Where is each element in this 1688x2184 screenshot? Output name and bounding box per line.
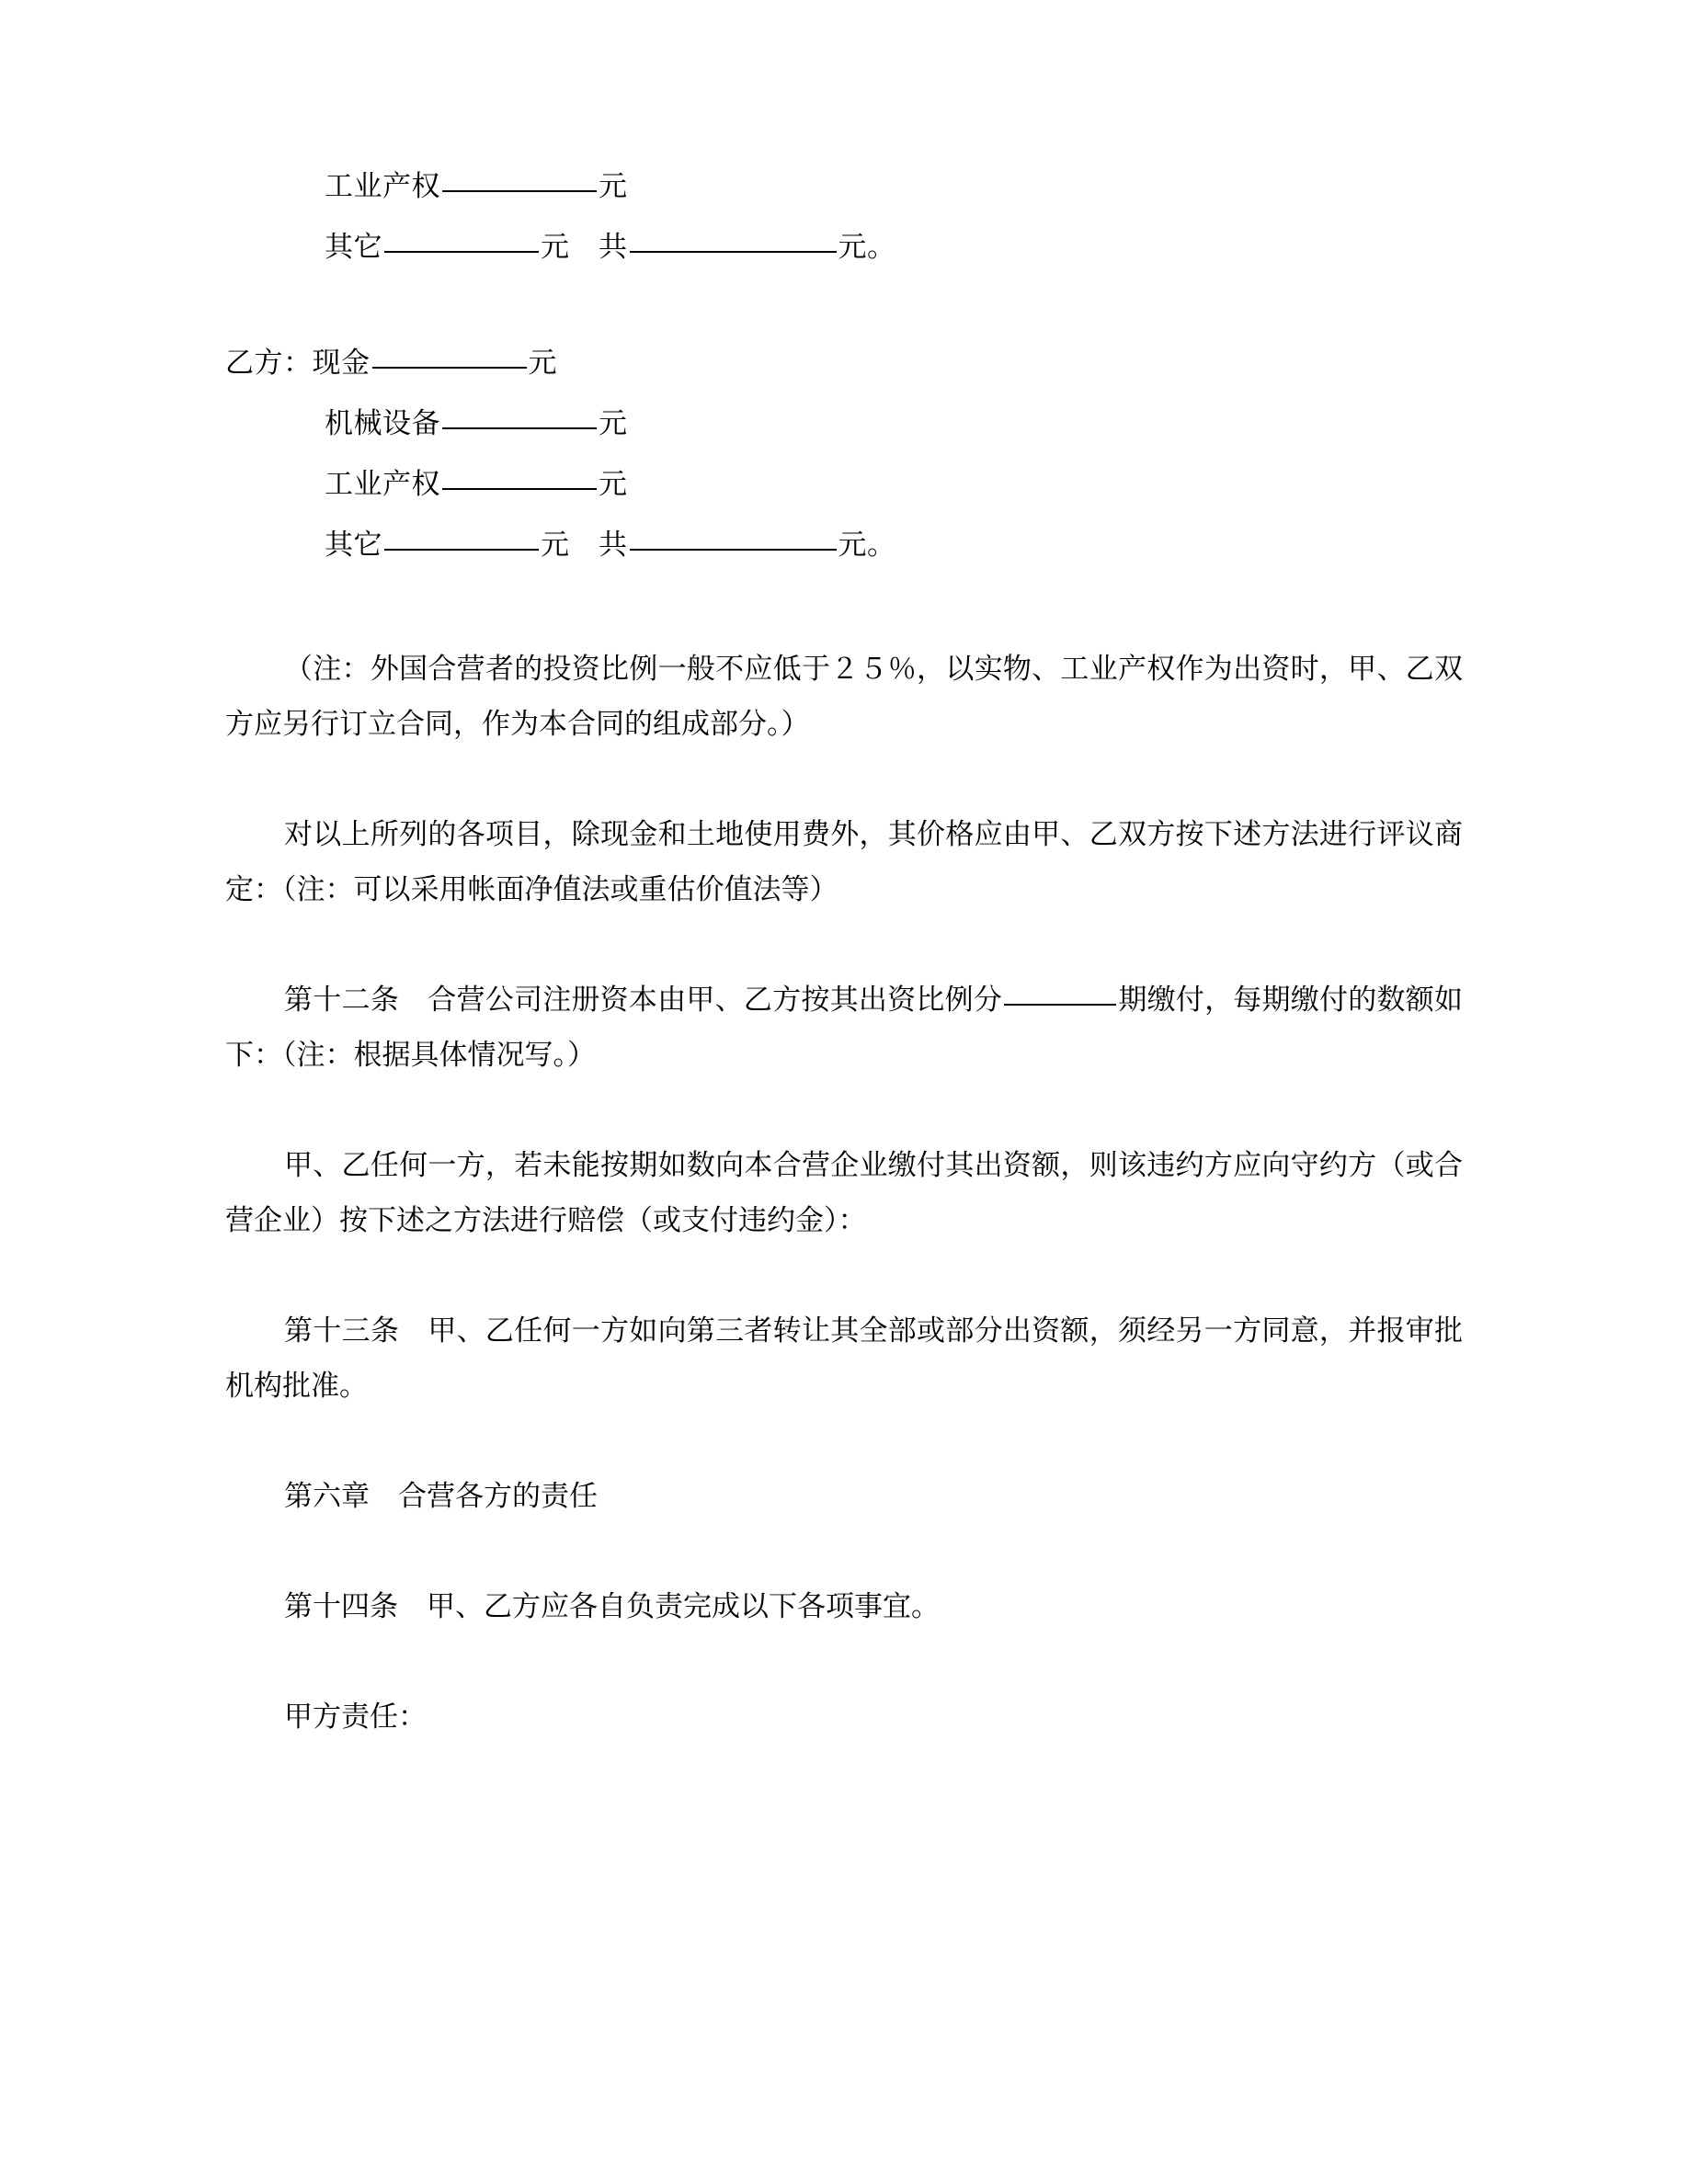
unit-yuan-end-b: 元。 — [838, 529, 896, 562]
spacer — [225, 1083, 1463, 1138]
line-other-a — [225, 217, 1463, 278]
line-other-b — [225, 515, 1463, 575]
unit-yuan-total-b: 元 共 — [541, 529, 628, 562]
paragraph-note-foreign-investor: （注：外国合营者的投资比例一般不应低于２５％，以实物、工业产权作为出资时，甲、乙双方应另行订立合同，作为本合同的组成部分。） — [225, 653, 1463, 741]
spacer — [225, 575, 1463, 642]
fill-blank[interactable] — [442, 427, 597, 429]
paragraph-default-compensation: 甲、乙任何一方，若未能按期如数向本合营企业缴付其出资额，则该违约方应向守约方（或合营企业）按下述之方法进行赔偿（或支付违约金）： — [225, 1149, 1463, 1237]
label-other-a: 其它 — [325, 231, 382, 264]
unit-yuan: 元 — [599, 170, 628, 203]
fill-blank[interactable] — [1004, 1004, 1116, 1006]
spacer — [225, 752, 1463, 807]
fill-blank[interactable] — [442, 488, 597, 490]
label-party-b-cash: 乙方：现金 — [225, 347, 371, 380]
spacer — [225, 1634, 1463, 1689]
paragraph-article-13: 第十三条 甲、乙任何一方如向第三者转让其全部或部分出资额，须经另一方同意，并报审批机构批准。 — [225, 1314, 1463, 1403]
paragraph-article-14: 第十四条 甲、乙方应各自负责完成以下各项事宜。 — [284, 1590, 940, 1623]
document-body — [225, 156, 1463, 1745]
fill-blank[interactable] — [630, 251, 837, 253]
unit-yuan-total-a: 元 共 — [541, 231, 628, 264]
label-industrial-property-a: 工业产权 — [325, 170, 440, 203]
heading-party-a-responsibility: 甲方责任： — [284, 1701, 427, 1734]
spacer — [225, 1414, 1463, 1469]
unit-yuan: 元 — [599, 468, 628, 501]
unit-yuan: 元 — [599, 407, 628, 440]
line-machinery-b — [225, 393, 1463, 454]
paragraph-valuation-method: 对以上所列的各项目，除现金和土地使用费外，其价格应由甲、乙双方按下述方法进行评议商定：（注：可以采用帐面净值法或重估价值法等） — [225, 818, 1463, 906]
unit-yuan: 元 — [528, 347, 557, 380]
label-industrial-property-b: 工业产权 — [325, 468, 440, 501]
spacer — [225, 1524, 1463, 1579]
line-party-b-cash — [225, 333, 1463, 393]
spacer — [225, 1248, 1463, 1303]
article-12-text-part1: 第十二条 合营公司注册资本由甲、乙方按其出资比例分 — [284, 984, 1003, 1017]
label-other-b: 其它 — [325, 529, 382, 562]
unit-yuan-end-a: 元。 — [838, 231, 896, 264]
heading-chapter-6: 第六章 合营各方的责任 — [284, 1480, 598, 1513]
paragraph-article-12 — [225, 973, 1463, 1083]
fill-blank[interactable] — [384, 251, 539, 253]
fill-blank[interactable] — [442, 190, 597, 192]
fill-blank[interactable] — [372, 367, 527, 369]
article-12-text-part2: 期缴付，每期缴付的数额如下：（注：根据具体情况写。） — [225, 984, 1464, 1072]
spacer — [225, 917, 1463, 973]
fill-blank[interactable] — [384, 549, 539, 551]
line-industrial-property-a — [225, 156, 1463, 217]
label-machinery-b: 机械设备 — [325, 407, 440, 440]
spacer — [225, 278, 1463, 333]
fill-blank[interactable] — [630, 549, 837, 551]
line-industrial-property-b — [225, 454, 1463, 515]
